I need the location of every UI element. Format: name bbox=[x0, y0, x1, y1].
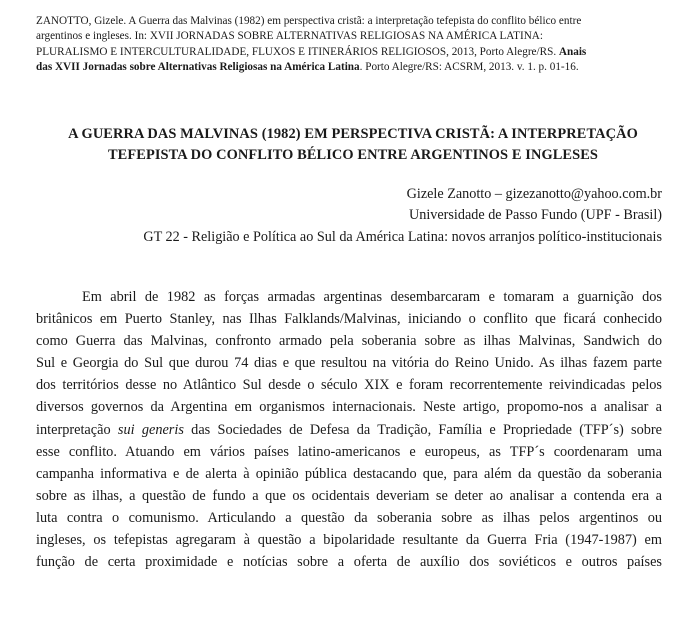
citation-proceedings-title: das XVII Jornadas sobre Alternativas Religiosas na América Latina bbox=[36, 60, 360, 73]
citation-line: argentinos e ingleses. In: XVII JORNADAS SOBRE ALTERNATIVAS RELIGIOSAS NA AMÉRICA LATINA: bbox=[36, 30, 543, 43]
paragraph-line: esse conflito. Atuando em vários países latino-americanos e europeus, as TFP´s coordenaram uma bbox=[36, 443, 662, 460]
paragraph-line: dos territórios desse no Atlântico Sul desde o século XIX e foram recorrentemente reivindicadas pelos bbox=[36, 377, 662, 394]
author-block bbox=[143, 184, 662, 248]
paper-title bbox=[36, 124, 670, 166]
working-group: GT 22 - Religião e Política ao Sul da América Latina: novos arranjos político-institucionais bbox=[143, 228, 662, 245]
paragraph-line bbox=[36, 419, 662, 441]
paragraph-line: função de certa proximidade e notícias sobre a oferta de auxílio dos soviéticos e outros países bbox=[36, 554, 662, 571]
paragraph-line: britânicos em Puerto Stanley, nas Ilhas Falklands/Malvinas, iniciando o conflito que ficará conhecido bbox=[36, 311, 662, 328]
line-part: das Sociedades de Defesa da Tradição, Família e Propriedade (TFP´s) sobre bbox=[183, 421, 662, 438]
paragraph-line: Sul e Georgia do Sul que durou 74 dias e que resultou na vitória do Reino Unido. As ilhas fazem parte bbox=[36, 355, 662, 372]
citation-anais: Anais bbox=[558, 45, 587, 58]
paragraph-line: luta contra o comunismo. Articulando a questão da soberania sobre as ilhas pelos argentinos ou bbox=[36, 509, 662, 526]
paragraph-line: diversos governos da Argentina em organismos internacionais. Neste artigo, propomo-nos a analisar a bbox=[36, 399, 662, 416]
line-part: interpretação bbox=[36, 421, 118, 438]
citation-line bbox=[36, 45, 666, 60]
author-name-email: Gizele Zanotto – gizezanotto@yahoo.com.br bbox=[406, 186, 662, 202]
title-line-2: TEFEPISTA DO CONFLITO BÉLICO ENTRE ARGENTINOS E INGLESES bbox=[107, 147, 599, 163]
citation-publisher: . Porto Alegre/RS: ACSRM, 2013. v. 1. p. 01-16. bbox=[359, 60, 579, 73]
citation-line bbox=[36, 60, 666, 75]
citation-text: PLURALISMO E INTERCULTURALIDADE, FLUXOS E ITINERÁRIOS RELIGIOSOS, 2013, Porto Alegre/RS. bbox=[36, 45, 557, 58]
paragraph-line: Em abril de 1982 as forças armadas argentinas desembarcaram e tomaram a guarnição dos bbox=[82, 289, 662, 305]
citation-block bbox=[36, 14, 666, 75]
title-line-1: A GUERRA DAS MALVINAS (1982) EM PERSPECTIVA CRISTÃ: A INTERPRETAÇÃO bbox=[68, 126, 638, 142]
author-affiliation: Universidade de Passo Fundo (UPF - Brasil) bbox=[409, 207, 662, 224]
body-paragraph bbox=[36, 286, 662, 573]
paragraph-line: ingleses, os tefepistas agregaram à questão a bipolaridade resultante da Guerra Fria (1947-1987) em bbox=[36, 532, 662, 549]
paragraph-line: como Guerra das Malvinas, confronto armado pela soberania sobre as ilhas Malvinas, Sandwich do bbox=[36, 333, 662, 350]
paragraph-line: campanha informativa e de alerta à opinião pública destacando que, para além da questão da soberania bbox=[36, 465, 662, 482]
paragraph-line: sobre as ilhas, a questão de fundo a que os ocidentais deveriam se deter ao analisar a contenda era a bbox=[36, 487, 662, 504]
citation-line: ZANOTTO, Gizele. A Guerra das Malvinas (1982) em perspectiva cristã: a interpretação tefepista do conflito bélico entre bbox=[36, 15, 582, 27]
italic-term: sui generis bbox=[117, 421, 184, 438]
